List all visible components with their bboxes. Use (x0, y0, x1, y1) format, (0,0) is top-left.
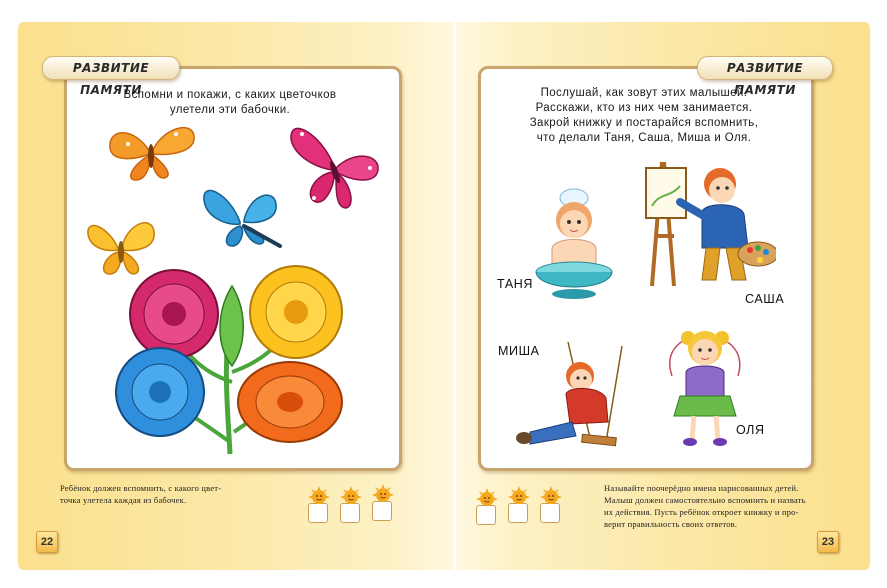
name-tanya: ТАНЯ (497, 277, 534, 291)
blue-butterfly-icon (200, 180, 286, 252)
right-banner: РАЗВИТИЕ ПАМЯТИ (697, 56, 833, 80)
pink-butterfly-icon (284, 120, 382, 212)
sun-checkbox[interactable] (372, 484, 392, 521)
checkbox[interactable] (372, 501, 392, 521)
checkbox[interactable] (508, 503, 528, 523)
girl-bathing-illustration (530, 180, 616, 306)
sun-checkbox[interactable] (476, 488, 496, 525)
name-sasha: САША (745, 292, 785, 306)
checkbox[interactable] (540, 503, 560, 523)
note-line: верит правильность своих ответов. (604, 519, 738, 529)
yellow-flower-icon (250, 266, 342, 358)
right-note (604, 482, 844, 530)
note-line: их действия. Пусть ребёнок откроет книжку и про- (604, 507, 799, 517)
flower-bouquet (112, 262, 352, 456)
checkbox[interactable] (308, 503, 328, 523)
note-line: точка улетела каждая из бабочек. (60, 495, 187, 505)
left-banner: РАЗВИТИЕ ПАМЯТИ (42, 56, 180, 80)
sun-checkbox[interactable] (308, 486, 328, 523)
note-line: Малыш должен самостоятельно вспомнить и назвать (604, 495, 806, 505)
right-instruction (494, 86, 794, 146)
checkbox[interactable] (340, 503, 360, 523)
instruction-line: Послушай, как зовут этих малышей. (540, 87, 748, 99)
instruction-line: улетели эти бабочки. (169, 104, 291, 116)
note-line: Ребёнок должен вспомнить, с какого цвет- (60, 483, 222, 493)
left-note (60, 482, 300, 506)
sun-checkbox[interactable] (540, 486, 560, 523)
instruction-line: что делали Таня, Саша, Миша и Оля. (536, 132, 752, 144)
checkbox[interactable] (476, 505, 496, 525)
pink-flower-icon (130, 270, 218, 358)
blue-flower-icon (116, 348, 204, 436)
boy-swinging-illustration (510, 342, 634, 456)
sun-checkbox[interactable] (508, 486, 528, 523)
instruction-line: Расскажи, кто из них чем занимается. (535, 102, 753, 114)
name-olya: ОЛЯ (736, 423, 765, 437)
boy-painting-illustration (640, 156, 776, 290)
orange-flower-icon (238, 362, 342, 442)
sun-checkbox[interactable] (340, 486, 360, 523)
instruction-line: Закрой книжку и постарайся вспомнить, (529, 117, 759, 129)
page-number-right: 23 (817, 531, 839, 553)
left-instruction (90, 88, 370, 118)
orange-butterfly-icon (104, 118, 198, 184)
instruction-line: Вспомни и покажи, с каких цветочков (123, 89, 337, 101)
note-line: Называйте поочерёдно имена нарисованных детей. (604, 483, 799, 493)
page-number-left: 22 (36, 531, 58, 553)
name-misha: МИША (498, 344, 540, 358)
